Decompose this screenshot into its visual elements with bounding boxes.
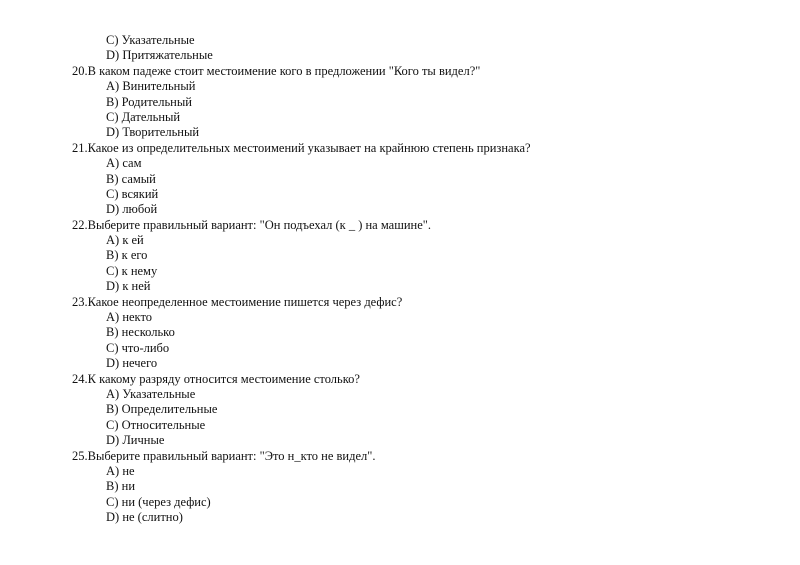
answer-option: C) всякий bbox=[106, 186, 159, 201]
answer-option: C) Указательные bbox=[106, 33, 195, 47]
question-23: 23.Какое неопределенное местоимение пишется через дефис? bbox=[72, 294, 403, 309]
question-21: 21.Какое из определительных местоимений указывает на крайнюю степень признака? bbox=[72, 140, 531, 155]
answer-option: B) Родительный bbox=[106, 94, 192, 109]
answer-option: A) Винительный bbox=[106, 79, 196, 94]
question-24: 24.К какому разряду относится местоимение столько? bbox=[72, 371, 360, 386]
answer-option: C) что-либо bbox=[106, 340, 170, 355]
answer-option: C) к нему bbox=[106, 263, 158, 278]
answer-option: C) Относительные bbox=[106, 417, 206, 432]
answer-option: C) Дательный bbox=[106, 109, 181, 124]
answer-option: B) Определительные bbox=[106, 402, 218, 417]
answer-option: D) Творительный bbox=[106, 125, 200, 140]
answer-option: C) ни (через дефис) bbox=[106, 494, 211, 509]
question-25: 25.Выберите правильный вариант: "Это н_кто не видел". bbox=[72, 448, 376, 463]
answer-option: A) не bbox=[106, 463, 135, 478]
answer-option: A) Указательные bbox=[106, 386, 196, 401]
question-22: 22.Выберите правильный вариант: "Он подъехал (к _ ) на машине". bbox=[72, 217, 431, 232]
answer-option: D) Личные bbox=[106, 433, 165, 448]
answer-option: D) любой bbox=[106, 202, 158, 217]
answer-option: D) Притяжательные bbox=[106, 48, 213, 63]
answer-option: A) сам bbox=[106, 156, 142, 171]
answer-option: B) несколько bbox=[106, 325, 175, 340]
answer-option: D) нечего bbox=[106, 356, 158, 371]
answer-option: B) к его bbox=[106, 248, 148, 263]
answer-option: A) некто bbox=[106, 310, 153, 325]
answer-option: B) ни bbox=[106, 479, 136, 494]
answer-option: D) к ней bbox=[106, 279, 151, 294]
answer-option: A) к ей bbox=[106, 233, 144, 248]
question-20: 20.В каком падеже стоит местоимение кого в предложении "Кого ты видел?" bbox=[72, 63, 481, 78]
test-questions bbox=[72, 33, 772, 526]
answer-option: B) самый bbox=[106, 171, 156, 186]
answer-option: D) не (слитно) bbox=[106, 510, 183, 525]
